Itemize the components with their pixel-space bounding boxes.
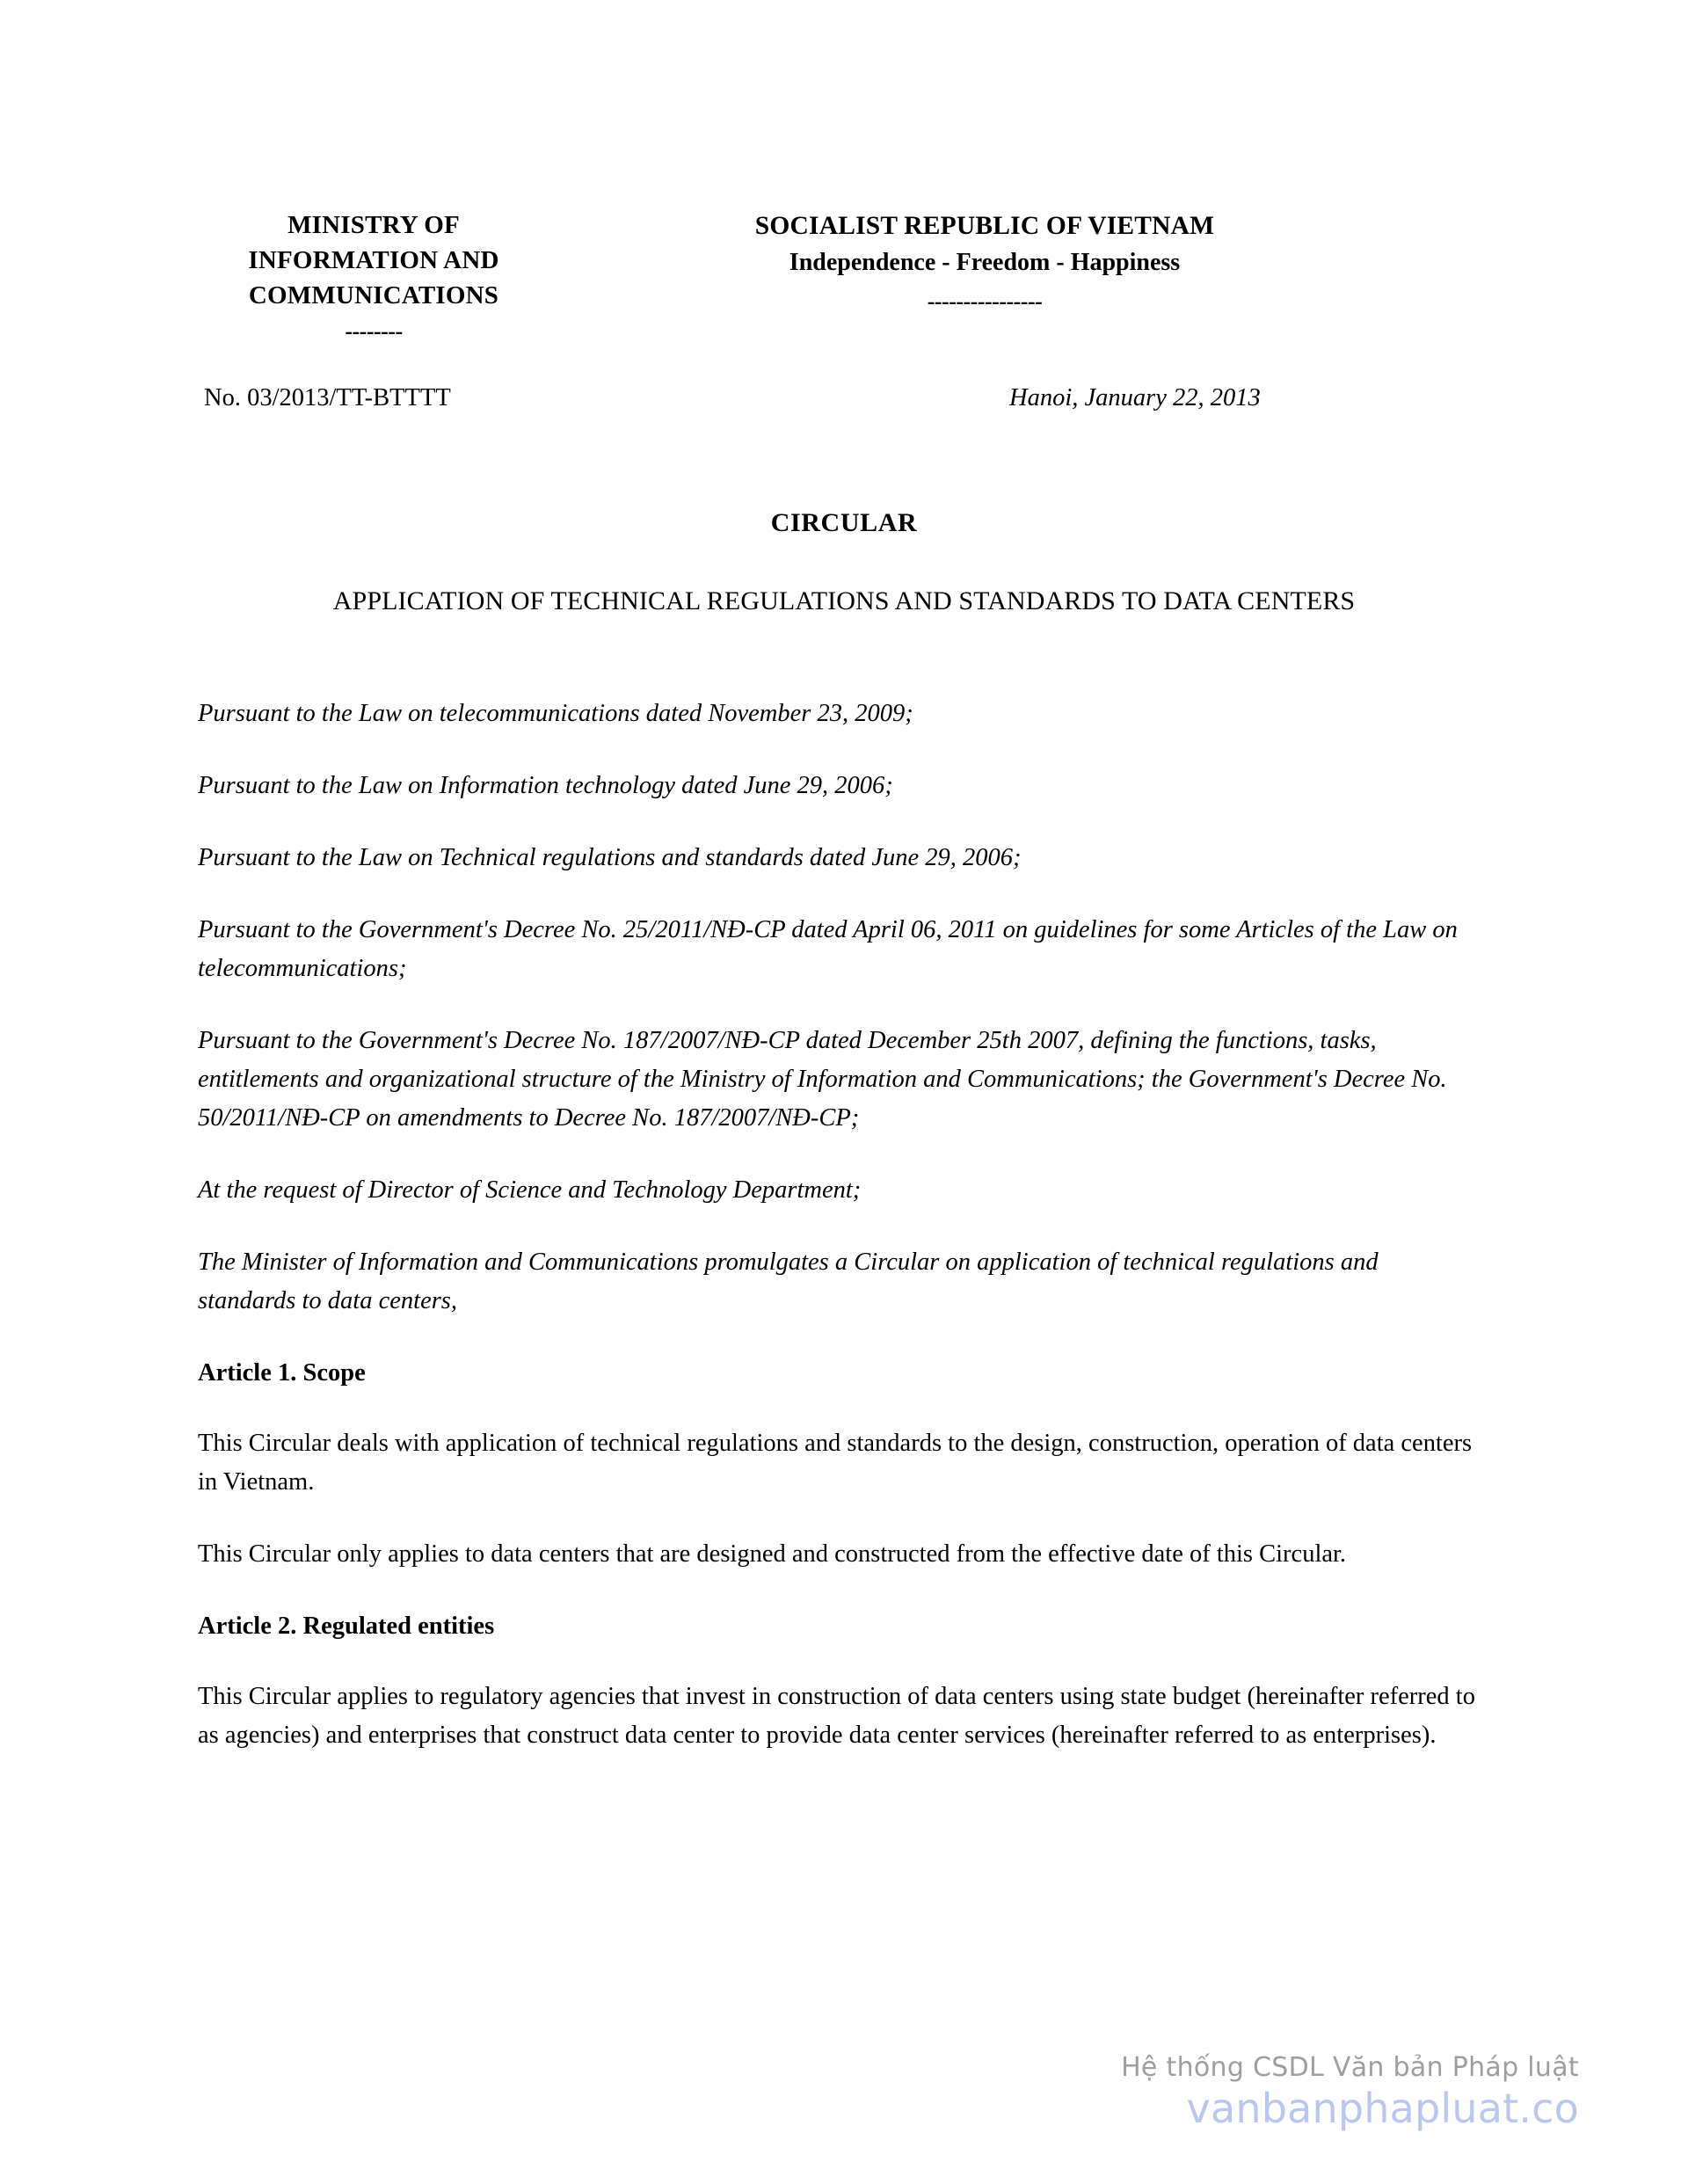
national-motto: Independence - Freedom - Happiness — [789, 249, 1181, 276]
ministry-line-3: COMMUNICATIONS — [248, 281, 499, 309]
article-1-paragraph: This Circular deals with application of technical regulations and standards to the design, construction, operation of data centers in Vietnam. — [198, 1430, 1473, 1496]
preamble-paragraph: Pursuant to the Government's Decree No. 187/2007/NĐ-CP dated December 25th 2007, defining the functions, tasks, entitlements and organizational structure of the Ministry of Information and Communications; the Government's Decree No. 50/2011/NĐ-CP on amendments to Decree No. 187/2007/NĐ-CP; — [198, 1027, 1447, 1132]
preamble-paragraph: Pursuant to the Government's Decree No. 25/2011/NĐ-CP dated April 06, 2011 on guidelines for some Articles of the Law on telecommunications; — [198, 916, 1458, 982]
document-number: No. 03/2013/TT-BTTTT — [204, 384, 451, 411]
preamble-paragraph: The Minister of Information and Communications promulgates a Circular on application of technical regulations and standards to data centers, — [198, 1249, 1379, 1314]
preamble-paragraph: Pursuant to the Law on Information technology dated June 29, 2006; — [198, 772, 893, 799]
article-1-heading: Article 1. Scope — [198, 1359, 366, 1387]
preamble-paragraph: Pursuant to the Law on telecommunications dated November 23, 2009; — [198, 700, 913, 727]
issuing-authority-block — [163, 207, 585, 346]
site-watermark — [1121, 2050, 1579, 2131]
place-and-date: Hanoi, January 22, 2013 — [1009, 384, 1261, 411]
article-1-paragraph: This Circular only applies to data centers that are designed and constructed from the effective date of this Circular. — [198, 1540, 1347, 1568]
watermark-tagline: Hệ thống CSDL Văn bản Pháp luật — [1121, 2052, 1579, 2083]
document-body — [198, 695, 1477, 1788]
document-type-title: CIRCULAR — [770, 508, 918, 537]
ministry-divider: -------- — [345, 318, 403, 344]
preamble-paragraph: At the request of Director of Science and Technology Department; — [198, 1176, 862, 1204]
article-2-paragraph: This Circular applies to regulatory agencies that invest in construction of data centers using state budget (hereinafter referred to as agencies) and enterprises that construct data center to provide data center services (hereinafter referred to as enterprises). — [198, 1683, 1475, 1749]
article-2-heading: Article 2. Regulated entities — [198, 1613, 495, 1640]
document-header — [0, 207, 1688, 346]
preamble-paragraph: Pursuant to the Law on Technical regulations and standards dated June 29, 2006; — [198, 844, 1022, 871]
reference-line — [0, 381, 1688, 416]
national-heading-block — [659, 207, 1310, 317]
ministry-line-2: INFORMATION AND — [248, 246, 499, 274]
watermark-domain: vanbanphapluat.co — [1186, 2085, 1579, 2132]
ministry-line-1: MINISTRY OF — [287, 211, 460, 239]
document-subject-title: APPLICATION OF TECHNICAL REGULATIONS AND STANDARDS TO DATA CENTERS — [332, 586, 1356, 615]
nation-name: SOCIALIST REPUBLIC OF VIETNAM — [754, 212, 1215, 240]
national-divider: ---------------- — [927, 288, 1043, 314]
